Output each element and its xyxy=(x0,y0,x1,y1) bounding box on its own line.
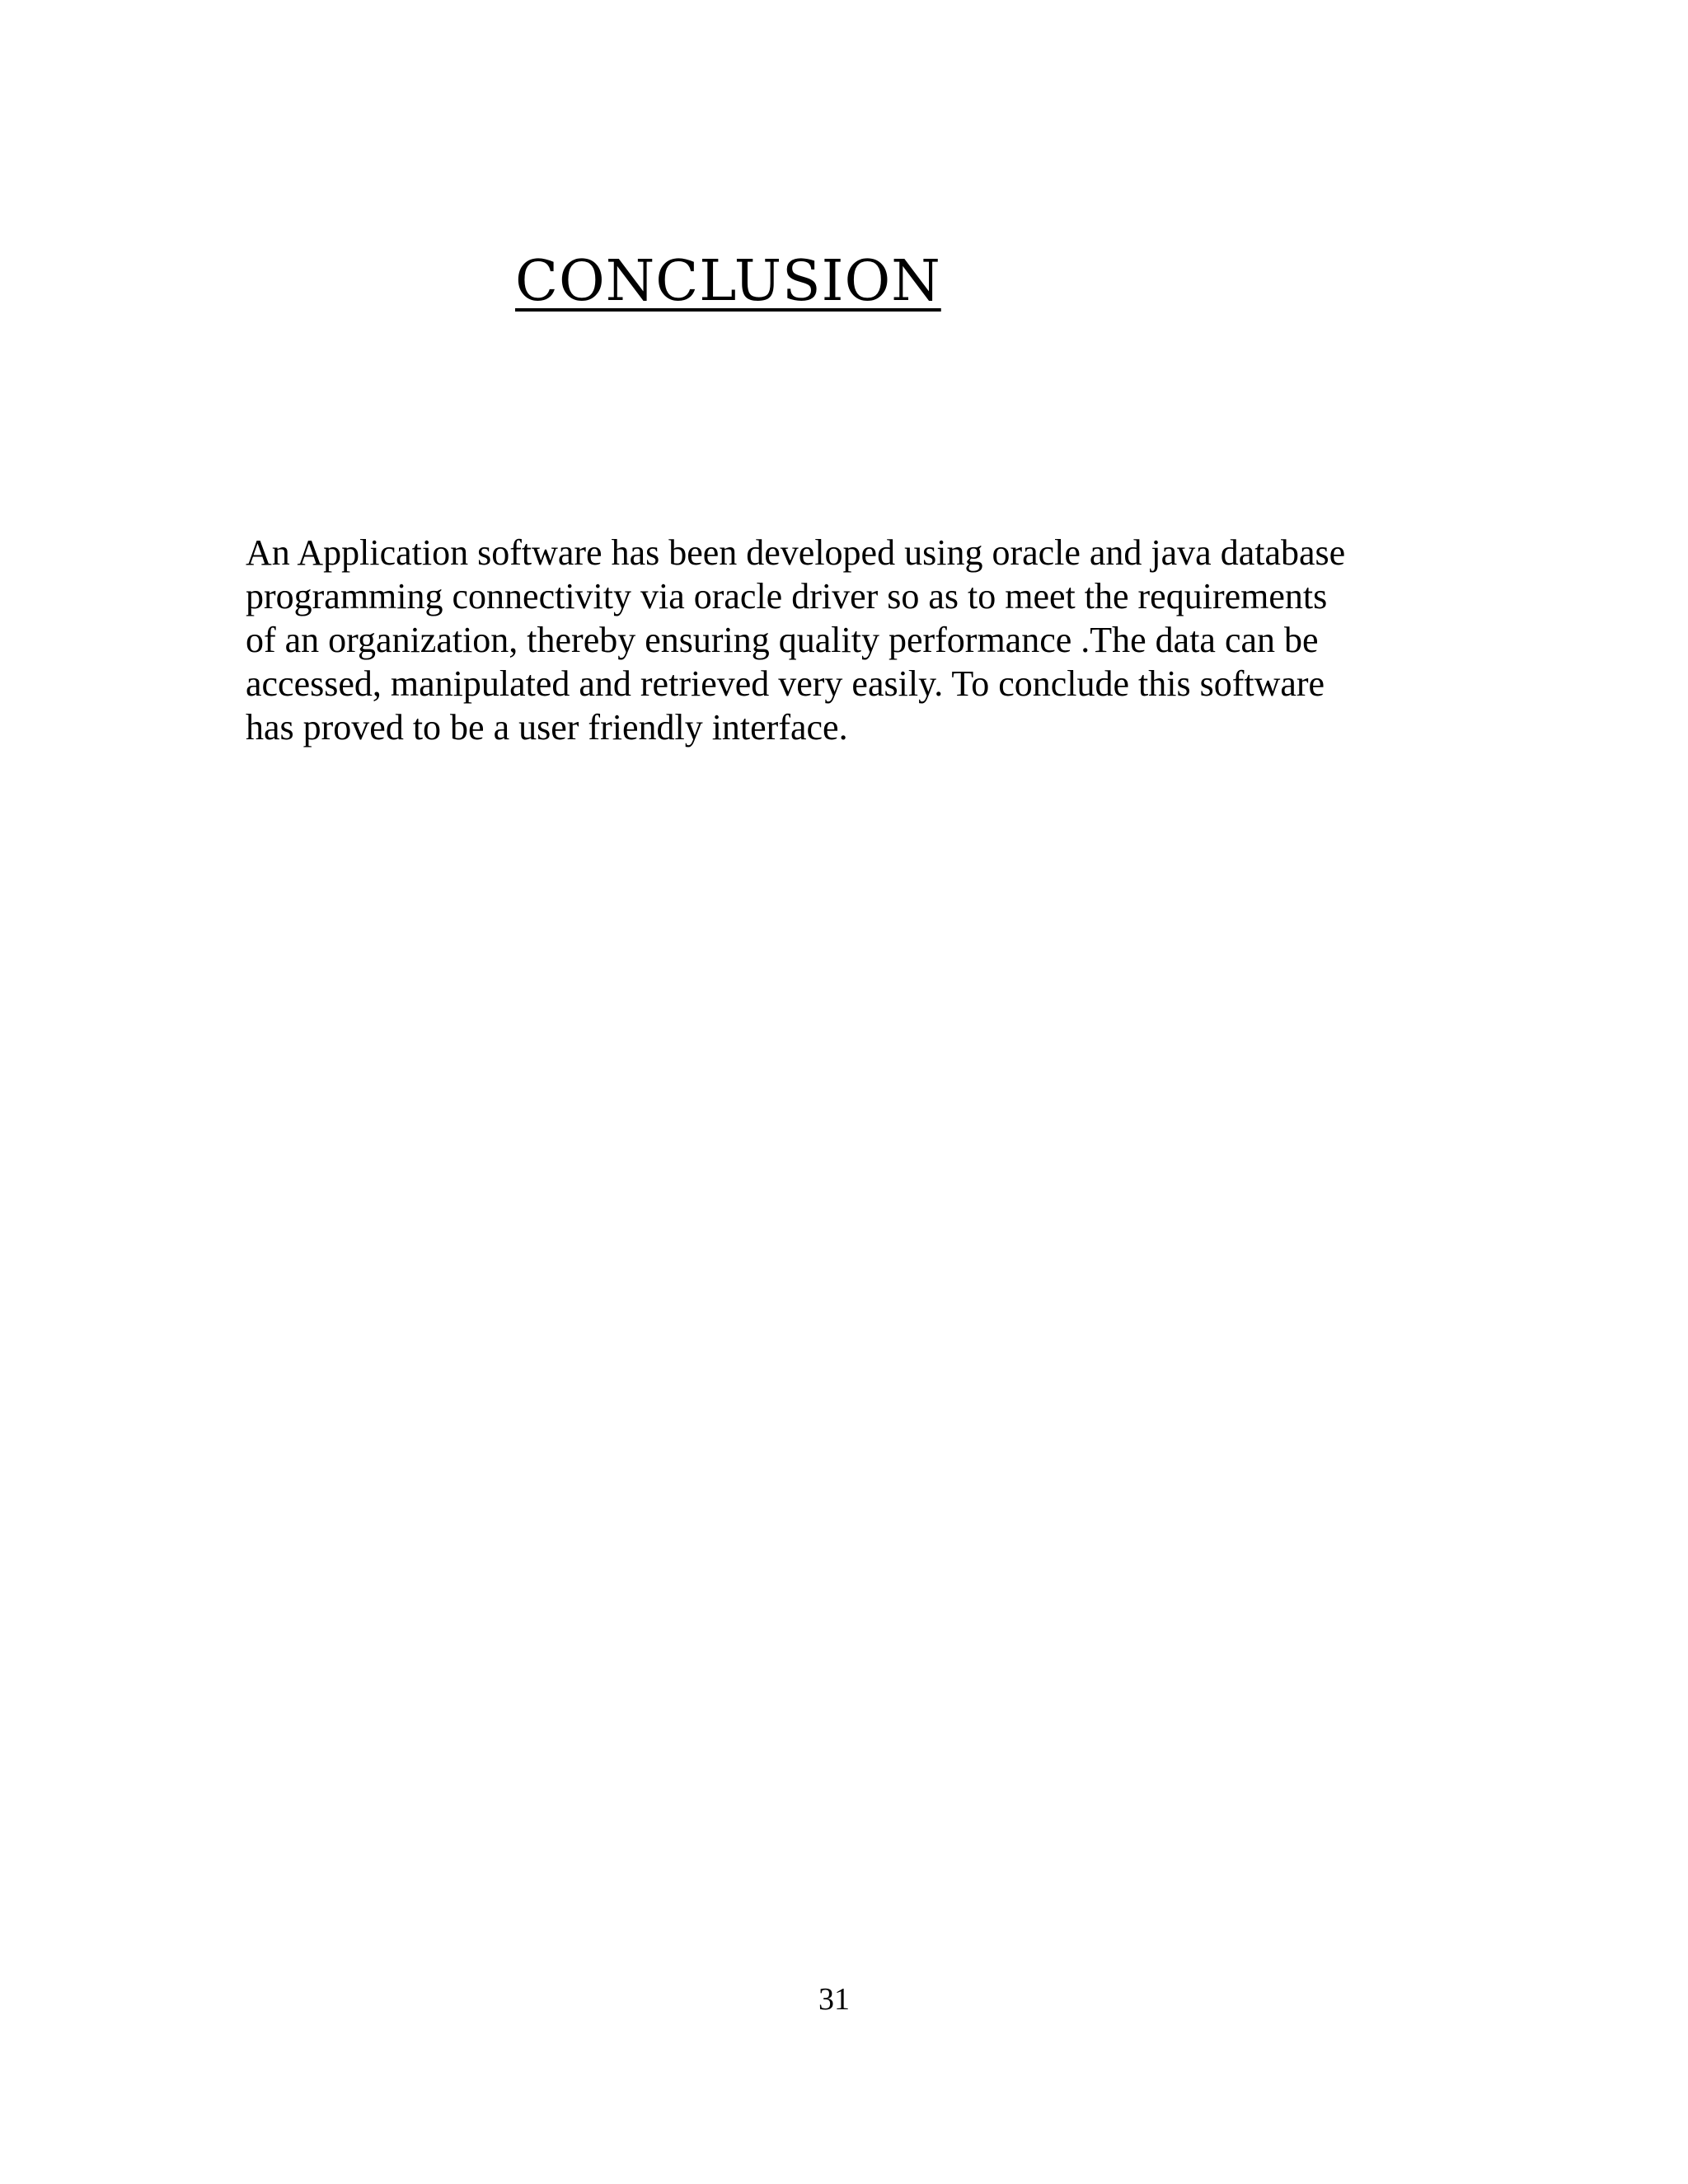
paragraph-line: has proved to be a user friendly interface. xyxy=(246,707,848,748)
conclusion-paragraph xyxy=(246,531,1457,749)
paragraph-line: of an organization, thereby ensuring quality performance .The data can be xyxy=(246,620,1319,660)
paragraph-line: programming connectivity via oracle driver so as to meet the requirements xyxy=(246,576,1328,616)
paragraph-line: accessed, manipulated and retrieved very easily. To conclude this software xyxy=(246,663,1325,704)
page-heading: CONCLUSION xyxy=(515,249,941,314)
page-number: 31 xyxy=(818,1982,850,2017)
paragraph-line: An Application software has been developed using oracle and java database xyxy=(246,532,1346,573)
